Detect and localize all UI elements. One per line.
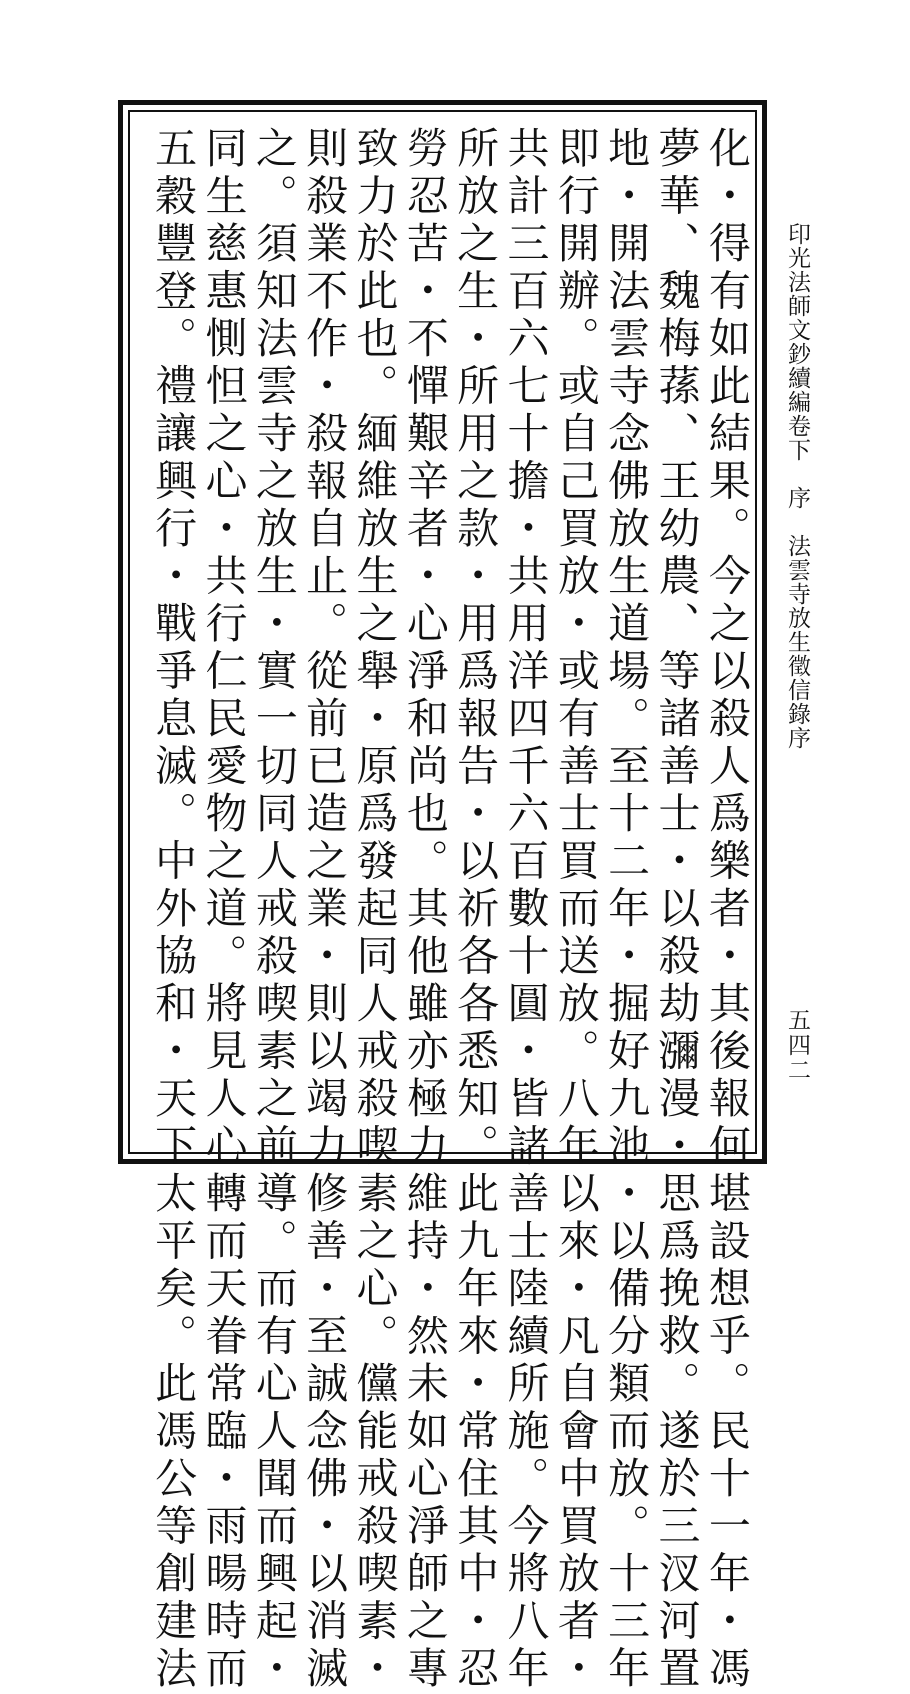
text-column-9: 則殺業不作・殺報自止。從前已造之業・則以竭力修善・至誠念佛・以消滅 <box>300 126 350 1694</box>
text-column-11: 同生慈惠惻怛之心・共行仁民愛物之道。將見人心轉而天眷常臨・雨暘時而 <box>199 126 249 1694</box>
text-column-5: 共計三百六七十擔・共用洋四千六百數十圓・皆諸善士陸續所施。今將八年 <box>501 126 551 1694</box>
running-title: 印光法師文鈔續編卷下 序 法雲寺放生徵信錄序 <box>784 222 810 750</box>
text-column-2: 夢華、魏梅蓀、王幼農、等諸善士・以殺劫瀰漫・思爲挽救。遂於三汊河置 <box>652 126 702 1694</box>
text-column-6: 所放之生・所用之款・用爲報告・以祈各各悉知。此九年來・常住其中・忍 <box>451 126 501 1694</box>
text-column-4: 即行開辦。或自己買放・或有善士買而送放。八年以來・凡自會中買放者・ <box>551 126 601 1694</box>
text-column-7: 勞忍苦・不憚艱辛者・心淨和尚也。其他雖亦極力維持・然未如心淨師之專 <box>400 126 450 1694</box>
text-column-1: 化・得有如此結果。今之以殺人爲樂者・其後報何堪設想乎。民十一年・馮 <box>702 126 752 1694</box>
text-column-3: 地・開法雲寺念佛放生道場。至十二年・掘好九池・以備分類而放。十三年 <box>602 126 652 1694</box>
page-number: 五四二 <box>784 1008 810 1083</box>
text-column-10: 之。須知法雲寺之放生・實一切同人戒殺喫素之前導。而有心人聞而興起・ <box>249 126 299 1694</box>
text-column-8: 致力於此也。緬維放生之舉・原爲發起同人戒殺喫素之心。儻能戒殺喫素・ <box>350 126 400 1694</box>
text-column-12: 五穀豐登。禮讓興行・戰爭息滅。中外協和・天下太平矣。此馮公等創建法 <box>149 126 199 1694</box>
